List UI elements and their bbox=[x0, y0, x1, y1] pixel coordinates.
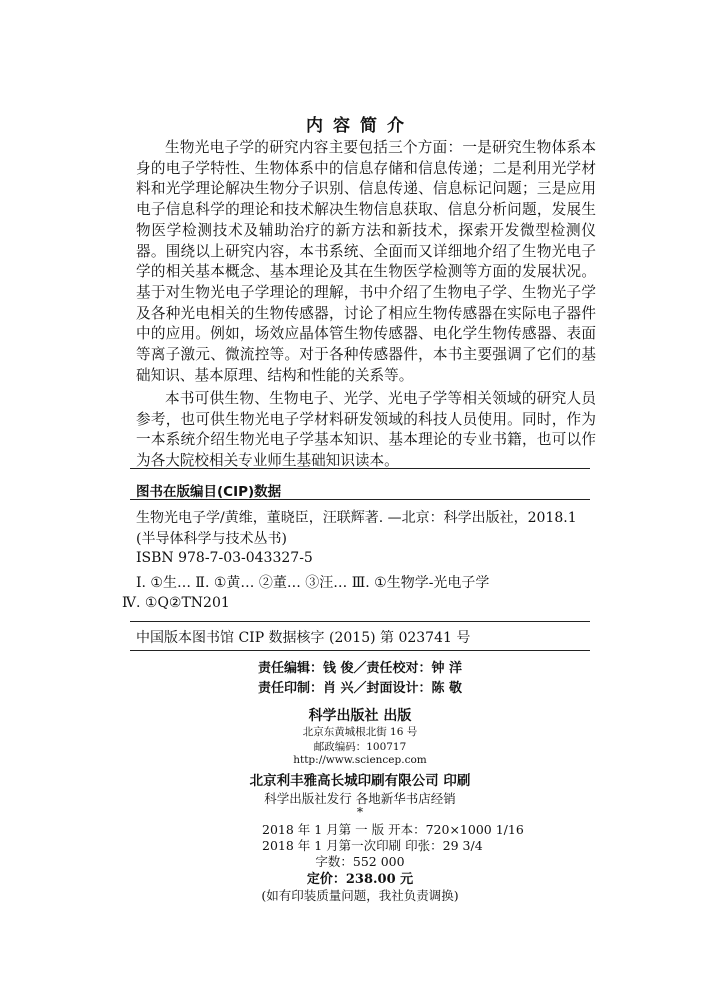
quality-note: (如有印装质量问题，我社负责调换) bbox=[261, 888, 459, 903]
divider-catalog-top bbox=[130, 621, 590, 622]
summary-paragraph-1: 生物光电子学的研究内容主要包括三个方面：一是研究生物体系本身的电子学特性、生物体系中的信息存储和信息传递；二是利用光学材料和光学理论解决生物分子识别、信息传递、信息标记问题；三是应用电子信息科学的理论和技术解决生物信息获取、信息分析问题，发展生物医学检测技术及辅助治疗的新方法和新技术，探索开发微型检测仪器。围绕以上研究内容，本书系统、全面而又详细地介绍了生物光电子学的相关基本概念、基本理论及其在生物医学检测等方面的发展状况。基于对生物光电子学理论的理解，书中介绍了生物电子学、生物光子学及各种光电相关的生物传感器，讨论了相应生物传感器在实际电子器件中的应用。例如，场效应晶体管生物传感器、电化学生物传感器、表面等离子激元、微流控等。对于各种传感器件，本书主要强调了它们的基础知识、基本原理、结构和性能的关系等。 bbox=[136, 139, 596, 384]
cip-header: 图书在版编目(CIP)数据 bbox=[136, 484, 282, 500]
cip-line-2: (半导体科学与技术丛书) bbox=[136, 531, 287, 547]
cip-line-3: ISBN 978-7-03-043327-5 bbox=[136, 550, 313, 566]
cip-line-5: Ⅳ. ①Q②TN201 bbox=[122, 595, 230, 611]
cip-line-1: 生物光电子学/黄维，董晓臣，汪联辉著. —北京：科学出版社，2018.1 bbox=[136, 510, 577, 526]
divider-catalog-bottom bbox=[130, 650, 590, 651]
publisher-address: 北京东黄城根北街 16 号 bbox=[302, 726, 418, 738]
credits-line-1: 责任编辑：钱 俊／责任校对：钟 洋 bbox=[258, 661, 463, 676]
summary-paragraph-2: 本书可供生物、生物电子、光学、光电子学等相关领域的研究人员参考，也可供生物光电子学材料研发领域的科技人员使用。同时，作为一本系统介绍生物光电子学基本知识、基本理论的专业书籍，也可以作为各大院校相关专业师生基础知识读本。 bbox=[136, 390, 596, 470]
publisher-url: http://www.sciencep.com bbox=[293, 754, 427, 766]
summary-title: 内容简介 bbox=[306, 116, 414, 136]
publisher-name: 科学出版社 出版 bbox=[308, 708, 412, 724]
cip-catalog-number: 中国版本图书馆 CIP 数据核字 (2015) 第 023741 号 bbox=[136, 630, 471, 646]
printer-name: 北京利丰雅高长城印刷有限公司 印刷 bbox=[249, 773, 471, 789]
credits-line-2: 责任印制：肖 兴／封面设计：陈 敬 bbox=[258, 681, 463, 696]
distribution-line: 科学出版社发行 各地新华书店经销 bbox=[264, 791, 456, 806]
divider-top bbox=[130, 468, 590, 469]
word-count: 字数：552 000 bbox=[315, 854, 405, 869]
divider-cip bbox=[130, 499, 590, 500]
cip-line-4: Ⅰ. ①生… Ⅱ. ①黄… ②董… ③汪… Ⅲ. ①生物学-光电子学 bbox=[136, 575, 490, 591]
edition-line-2: 2018 年 1 月第一次印刷 印张：29 3/4 bbox=[262, 838, 483, 853]
separator-star: * bbox=[356, 804, 364, 819]
edition-line-1: 2018 年 1 月第 一 版 开本：720×1000 1/16 bbox=[262, 822, 524, 837]
price: 定价：238.00 元 bbox=[306, 872, 414, 887]
publisher-postcode: 邮政编码：100717 bbox=[313, 741, 407, 753]
